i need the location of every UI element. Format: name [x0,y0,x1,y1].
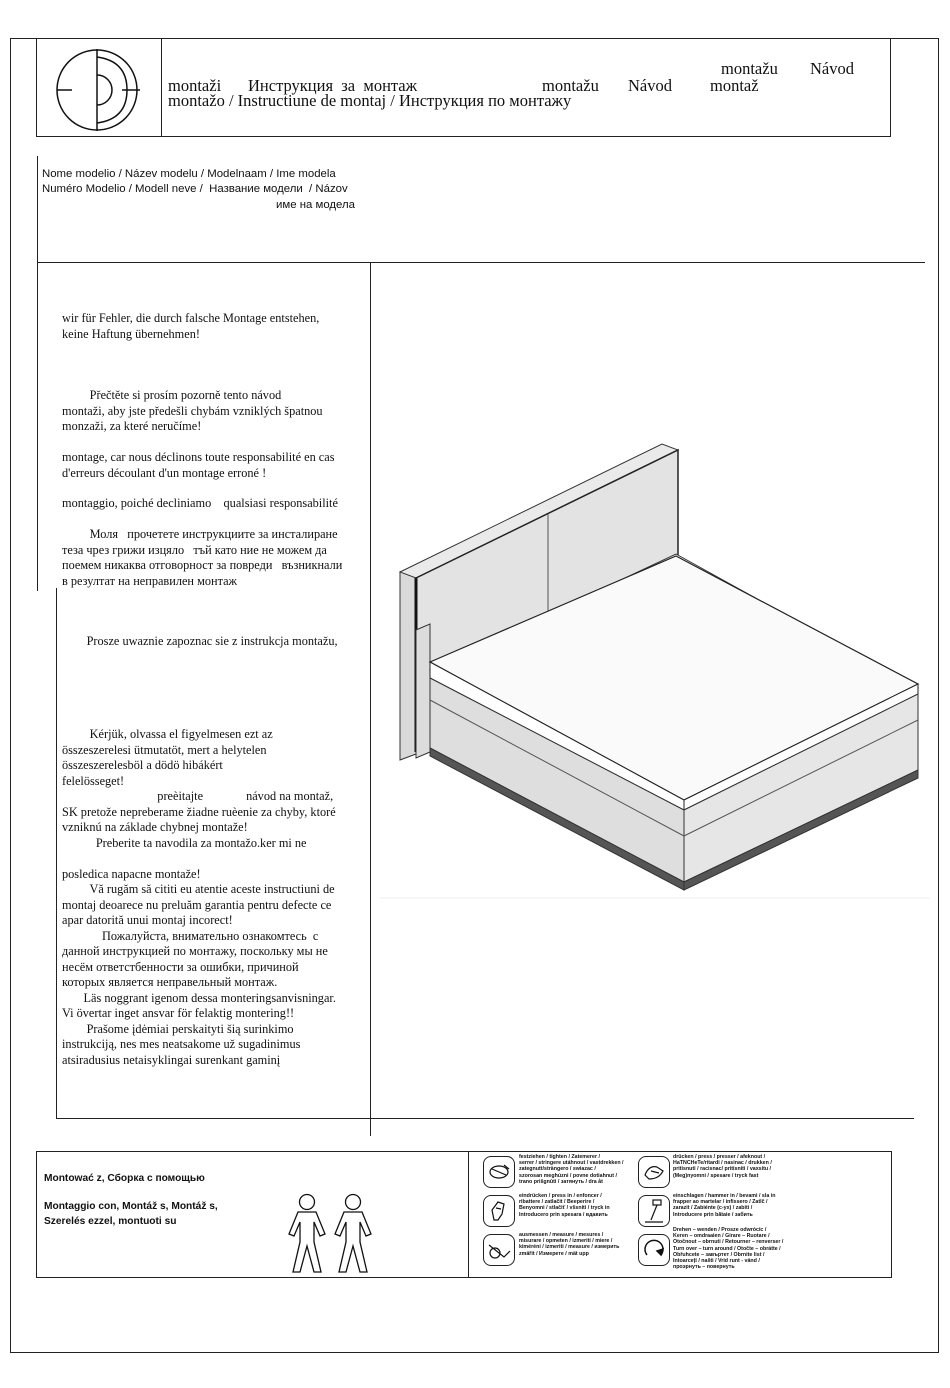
header-title-line2: montažo / Instructiune de montaj / Инструкция по монтажу [168,91,572,110]
assistance-divider [468,1151,469,1278]
header-logo-divider [161,38,162,137]
model-name-label-1: Nome modelio / Název modelu / Modelnaam / Ime modela [42,168,336,180]
instructions-inner-left-rule [56,588,57,1119]
instruction-multi: preèitajte návod na montaž, SK pretože nepreberame žiadne ruèenie za chyby, ktoré vzniknú na základe chybnej montaže! Preberite ta navodila za montažo.ker mi ne posledica napacne montaže! Vă rugăm să cititi eu atentie aceste instructiuni de montaj deoarece nu preluăm garantia pentru defecte ce apar datorită unui montaj incorect! Пожалуйста, внимательно ознакомтесь с данной инструкцией по монтажу, поскольку мы не несём ответстбенности за ошибки, причиной которых является неправельный монтаж. Läs noggrant igenom dessa monteringsanvisningar. Vi övertar inget ansvar för felaktig montering!! Prašome įdėmiai perskaityti šią surinkimo instrukciją, nes mes neatsakome už sugadinimus atsiradusius netaisyklingai surenkant gaminį [62,789,336,1067]
assembly-logo-icon [54,47,144,133]
model-section-left-rule [37,156,38,591]
assistance-label-3: Szerelés ezzel, montuoti su [44,1216,177,1227]
header-title-top-montazu: montažu [721,59,778,78]
header-title-ru: Инструкция за монтаж [248,76,418,95]
header-title-montaz: montaž [710,76,759,95]
two-persons-icon [285,1192,380,1278]
header-title-navod: Návod [628,76,672,95]
page-frame-bottom [10,1352,939,1353]
model-name-label-2: Numéro Modelio / Modell neve / Название модели / Názov [42,183,348,195]
press-caption: drücken / press / presser / afeknout / HaTNCHeTe/ritardi / nasinac / drukken / pritisnuti / racisnac/ pritisniti / vaxsitu / (Meg)nyomni / spesare / tryck fast [673,1154,772,1179]
turn-caption: Drehen – wenden / Prosze odwrócic / Keren – omdraaien / Girare – Ruotare / Otočnout – obrnuti / Retourner – renverser / Turn over – turn around / Otočte – obrátte / Obřuhcete – завъртет / Obrnite list / Intoarceți / našti / Vrid runt - vänd / проэрнуть – повернуть [673,1227,784,1271]
instruction-bg: Моля прочетете инструкциите за инсталиране теза чрез грижи изцяло тъй като ние не можем да поемем никаква отговорност за повреди възникнали в резултат на неправилен монтаж [62,527,343,588]
header-title-montazi: montaži [168,76,222,95]
press-icon [638,1156,670,1188]
header-box [36,38,891,137]
press-in-caption: eindrücken / press in / enfoncer / ribattere / zatlačit / Beeperire / Benyomni / stlačiť / všsniti / tryck in Introducero prin spesara / вдавить [519,1193,610,1218]
instruction-cz: Přečtěte si prosím pozorně tento návod montaži, aby jste předešli chybám vzniklých špatnou monzaži, za které neručíme! [62,388,323,433]
tighten-icon [483,1156,515,1188]
tighten-caption: festziehen / tighten / Zatemerer / serrer / stringere utáhnout / vastdrekken / zategnutt/strängero / swiazac / szorosan meghúzni / povne dotiahnut / trano prišgnūti / затянуть / dra åt [519,1154,624,1185]
assistance-label-2: Montaggio con, Montáž s, Montáž s, [44,1201,218,1212]
model-name-label-3: име на модела [276,199,355,211]
model-section-bottom-rule [37,262,925,263]
instruction-de: wir für Fehler, die durch falsche Montage entstehen, keine Haftung übernehmen! [62,311,320,341]
instruction-hu: Kérjük, olvassa el figyelmesen ezt az összeszerelesi ütmutatöt, mert a helytelen összeszerelesböl a dödö hibákért felelösseget! [62,727,273,788]
bed-illustration [380,430,940,910]
instruction-fr: montage, car nous déclinons toute responsabilité en cas d'erreurs découlant d'un montage erroné ! [62,450,335,480]
assistance-label-1: Montować z, Сборка с помощью [44,1173,205,1184]
turn-icon [638,1234,670,1266]
instruction-it: montaggio, poiché decliniamo qualsiasi responsabilité [62,496,338,510]
page-frame-left [10,38,11,1352]
header-title-sk: montažu [542,76,599,95]
measure-icon [483,1234,515,1266]
hammer-icon [638,1195,670,1227]
press-in-icon [483,1195,515,1227]
header-title-top-navod: Návod [810,59,854,78]
measure-caption: ausmessen / measure / mesures / misurare / opmeten / izmeriti / miere / kiméréni / izmeriti / measure / измерить zmäřit / Измерете / mät upp [519,1232,620,1257]
hammer-caption: einschlagen / hammer in / bevami / sla in frapper ao martelar / infissero / Zatlč / zarazit / Zabiénte (c-yx) / zabiti / Introducere prin bătaie / забить [673,1193,776,1218]
instruction-pl: Prosze uwaznie zapoznac sie z instrukcja montažu, [62,634,338,648]
instructions-bottom-rule [56,1118,914,1119]
